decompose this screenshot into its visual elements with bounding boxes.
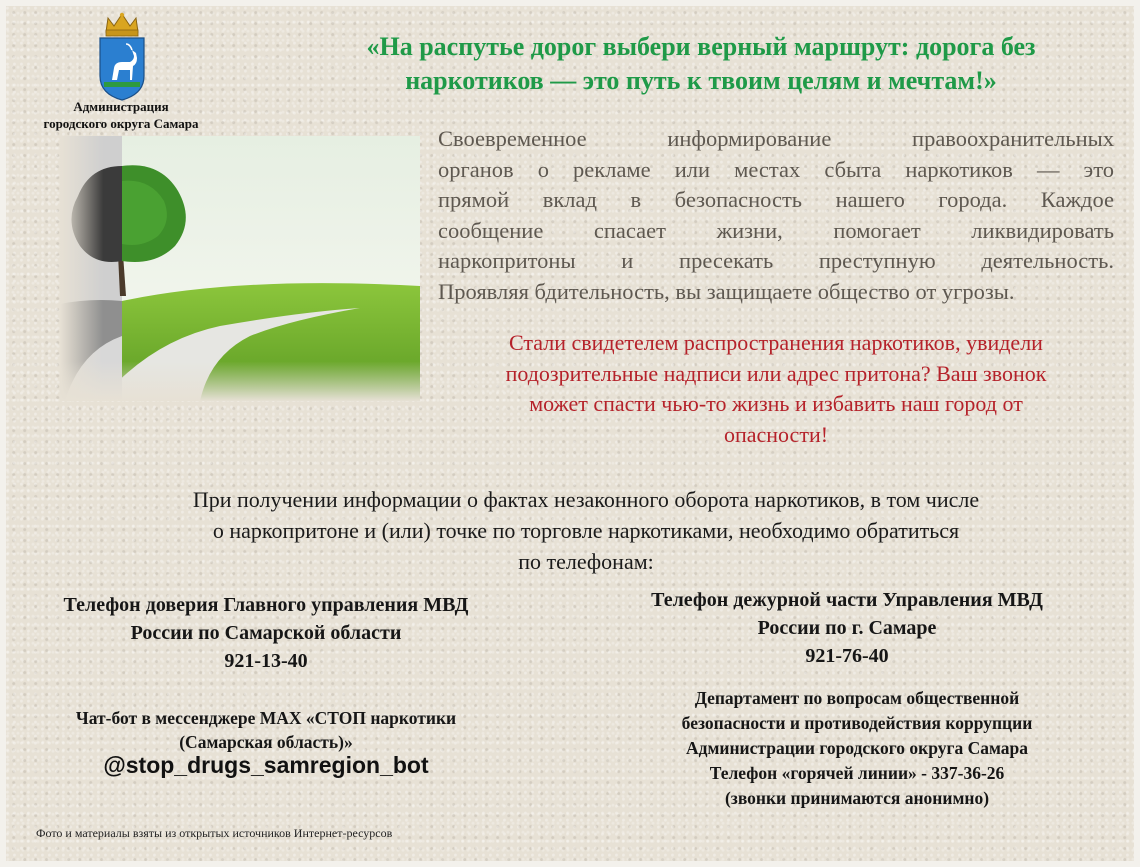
duty-phone: 921-76-40 [805, 645, 889, 667]
department-hotline: Телефон «горячей линии» - 337-36-26 [709, 763, 1005, 783]
warning-line: Стали свидетелем распространения наркотиков, увидели [509, 330, 1043, 355]
info-line: по телефонам: [518, 549, 654, 574]
paragraph-line: органов о рекламе или местах сбыта наркотиков — это [438, 156, 1114, 182]
paragraph-line: наркопритоны и пресекать преступную деятельность. [438, 248, 1114, 274]
footer-note: Фото и материалы взяты из открытых источников Интернет-ресурсов [36, 826, 393, 840]
organization-name [16, 98, 226, 132]
org-name-line: Администрация [73, 99, 169, 114]
warning-text [451, 328, 1101, 450]
info-text [86, 484, 1086, 577]
department-block [602, 686, 1112, 811]
department-line: безопасности и противодействия коррупции [681, 713, 1033, 733]
headline-line: наркотиков — это путь к твоим целям и мечтам!» [405, 66, 997, 95]
department-line: Администрации городского округа Самара [685, 738, 1029, 758]
poster [6, 6, 1134, 861]
chatbot-handle[interactable]: @stop_drugs_samregion_bot [103, 752, 429, 778]
headline-line: «На распутье дорог выбери верный маршрут: дорога без [366, 32, 1036, 61]
department-line: (звонки принимаются анонимно) [724, 788, 990, 808]
paragraph-last-line: Проявляя бдительность, вы защищаете общество от угрозы. [438, 279, 1015, 304]
paragraph-line: Своевременное информирование правоохранительных [438, 126, 1114, 151]
hotline-phone: 921-13-40 [224, 650, 308, 672]
paragraph-line: прямой вклад в безопасность нашего города. Каждое [438, 187, 1114, 213]
duty-line: Телефон дежурной части Управления МВД [651, 589, 1043, 611]
intro-paragraph [438, 124, 1114, 277]
info-line: При получении информации о фактах незаконного оборота наркотиков, в том числе [192, 487, 980, 512]
hotline-line: Телефон доверия Главного управления МВД [63, 594, 469, 616]
headline [306, 30, 1096, 98]
department-line: Департамент по вопросам общественной [694, 688, 1020, 708]
duty-line: России по г. Самаре [757, 617, 937, 639]
chatbot-block [16, 706, 516, 754]
chatbot-line: (Самарская область)» [179, 732, 353, 752]
chatbot-line: Чат-бот в мессенджере MAX «СТОП наркотики [75, 708, 457, 728]
duty-block [602, 586, 1092, 670]
paragraph-line: сообщение спасает жизни, помогает ликвидировать [438, 217, 1114, 243]
crossroads-tree-photo [60, 136, 420, 401]
samara-coat-of-arms-icon [92, 10, 152, 102]
warning-line: подозрительные надписи или адрес притона? Ваш звонок [505, 360, 1047, 386]
info-line: о наркопритоне и (или) точке по торговле наркотиками, необходимо обратиться [212, 518, 960, 543]
warning-line: может спасти чью-то жизнь и избавить наш город от [529, 391, 1023, 416]
hotline-line: России по Самарской области [130, 622, 402, 644]
org-name-line: городского округа Самара [43, 116, 199, 131]
warning-line: опасности! [723, 421, 829, 447]
hotline-block [16, 591, 516, 675]
